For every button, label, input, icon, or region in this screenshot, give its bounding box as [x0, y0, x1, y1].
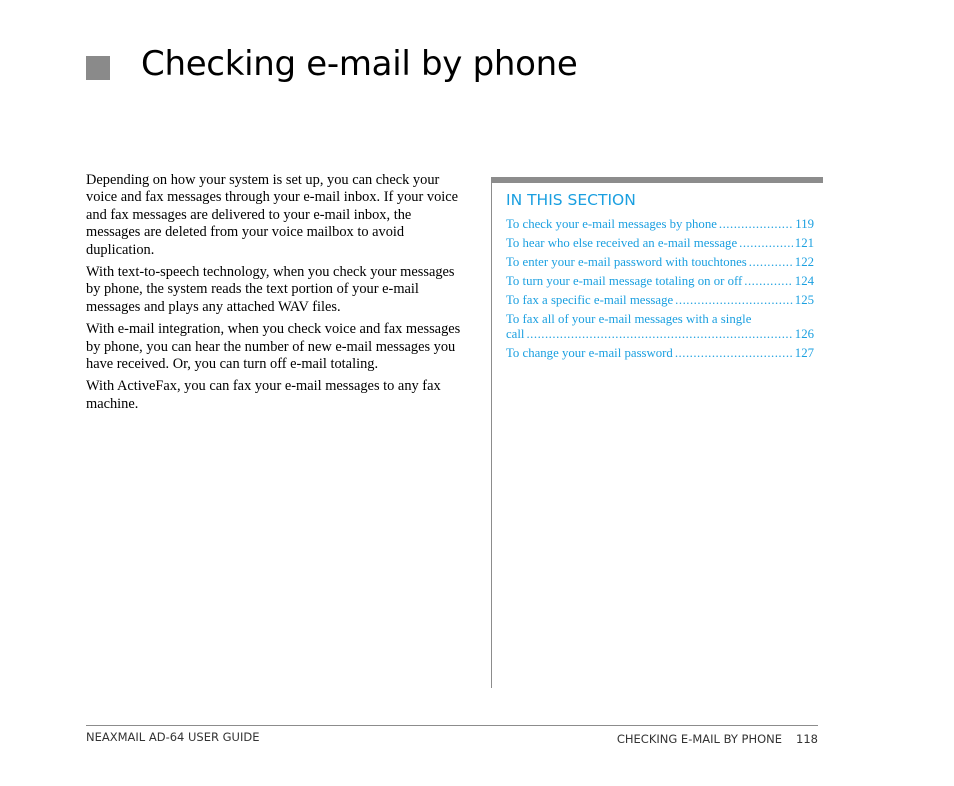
toc-link-fax-specific[interactable] — [506, 293, 814, 308]
toc-item-page: 126 — [794, 326, 814, 341]
toc-leader-dots — [675, 293, 793, 308]
paragraph-1: Depending on how your system is set up, you can check your voice and fax messages through your e-mail inbox. If your voice and fax messages are delivered to your e-mail inbox, the messages are deleted from your voice mailbox to avoid duplication. — [86, 172, 459, 258]
in-this-section-panel — [491, 177, 823, 688]
toc-item-page: 121 — [794, 236, 814, 250]
toc-item-text: To turn your e-mail message totaling on or off — [506, 274, 743, 288]
toc-item-text: To enter your e-mail password with touchtones — [506, 255, 747, 269]
toc-item-page: 124 — [794, 274, 814, 288]
toc-link-message-totaling[interactable] — [506, 274, 814, 289]
toc-item-page: 119 — [795, 217, 814, 231]
toc-link-change-password[interactable] — [506, 346, 814, 361]
body-text — [86, 172, 466, 418]
toc-item-text: To check your e-mail messages by phone — [506, 217, 717, 231]
toc-item-page: 125 — [794, 293, 814, 307]
paragraph-3: With e-mail integration, when you check voice and fax messages by phone, you can hear the number of new e-mail messages you have received. Or, you can turn off e-mail totaling. — [86, 321, 461, 373]
toc-item-page: 127 — [794, 345, 814, 360]
toc-link-enter-password[interactable] — [506, 255, 814, 270]
toc-item-text: To hear who else received an e-mail message — [506, 236, 738, 250]
toc-leader-dots — [739, 236, 793, 251]
toc-link-fax-all[interactable] — [506, 312, 814, 341]
paragraph-2: With text-to-speech technology, when you check your messages by phone, the system reads the text portion of your e-mail messages and plays any attached WAV files. — [86, 264, 455, 315]
toc-leader-dots — [749, 255, 793, 270]
toc-leader-dots — [675, 346, 793, 361]
toc-item-text: To change your e-mail password — [506, 345, 673, 360]
toc-leader-dots — [526, 327, 792, 342]
paragraph-4: With ActiveFax, you can fax your e-mail messages to any fax machine. — [86, 378, 441, 412]
toc-link-check-email[interactable] — [506, 217, 814, 232]
toc-leader-dots — [719, 217, 793, 232]
toc-item-text-line1: To fax all of your e-mail messages with a single — [506, 312, 752, 326]
footer-right — [617, 732, 818, 746]
toc-link-hear-recipients[interactable] — [506, 236, 814, 251]
page-title: Checking e-mail by phone — [141, 44, 578, 84]
section-top-bar — [492, 177, 823, 183]
footer-guide-name: NEAXMAIL AD-64 USER GUIDE — [86, 730, 260, 744]
toc-item-text: To fax a specific e-mail message — [506, 293, 674, 307]
toc-leader-dots — [744, 274, 793, 289]
footer-page-number: 118 — [796, 732, 818, 746]
footer-rule — [86, 725, 818, 726]
section-heading: IN THIS SECTION — [506, 191, 636, 209]
footer-chapter: CHECKING E-MAIL BY PHONE — [616, 732, 783, 746]
section-toc — [506, 217, 814, 365]
title-marker-square — [86, 56, 110, 80]
toc-item-text-line2: call — [506, 326, 525, 341]
toc-item-page: 122 — [794, 255, 814, 269]
